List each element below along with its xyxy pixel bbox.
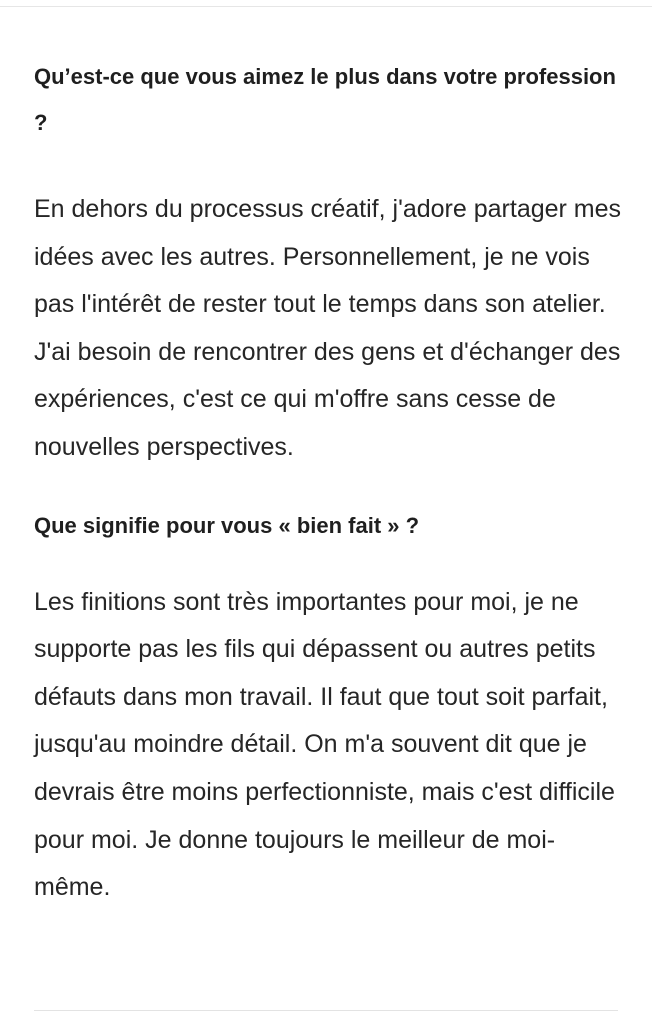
top-divider [0,6,652,7]
answer-paragraph: Les finitions sont très importantes pour moi, je ne supporte pas les fils qui dépassent ou autres petits défauts dans mon travail. Il faut que tout soit parfait, jusqu'au moindre détail. On m'a souvent dit que je devrais être moins perfectionniste, mais c'est difficile pour moi. Je donne toujours le meilleur de moi-même. [34,587,615,902]
question-heading: Que signifie pour vous « bien fait » ? [34,512,420,538]
bottom-divider [34,1010,618,1011]
interview-article [34,54,626,912]
question-heading: Qu’est-ce que vous aimez le plus dans votre profession ? [34,64,616,135]
answer-paragraph: En dehors du processus créatif, j'adore partager mes idées avec les autres. Personnellement, je ne vois pas l'intérêt de rester tout le temps dans son atelier. J'ai besoin de rencontrer des gens et d'échanger des expériences, c'est ce qui m'offre sans cesse de nouvelles perspectives. [34,195,622,461]
